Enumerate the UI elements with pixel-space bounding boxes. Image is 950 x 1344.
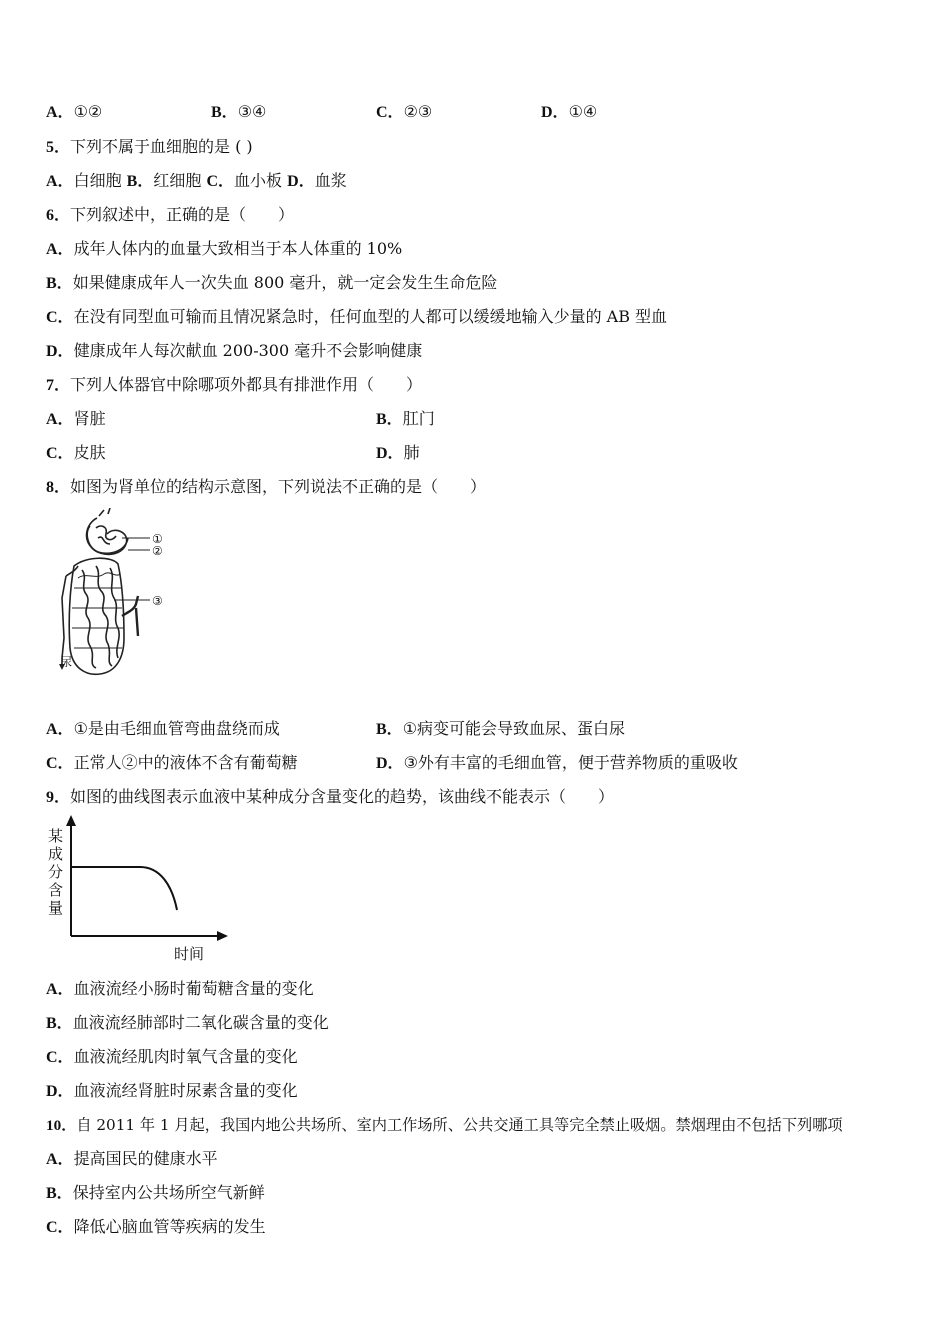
q7-option-d: D．肺	[376, 443, 420, 462]
q4-option-c: C．②③	[376, 102, 433, 121]
q9-option-c: C．血液流经肌肉时氧气含量的变化	[46, 1047, 298, 1066]
q6-option-b: B．如果健康成年人一次失血 800 毫升，就一定会发生生命危险	[46, 273, 498, 292]
label-3: ③	[152, 594, 163, 608]
q8-option-d: D．③外有丰富的毛细血管，便于营养物质的重吸收	[376, 753, 738, 772]
x-axis-label: 时间	[174, 945, 205, 963]
y-label-char-1: 某	[48, 827, 64, 845]
x-axis-arrow	[217, 931, 228, 941]
q6-option-c: C．在没有同型血可输而且情况紧急时，任何血型的人都可以缓缓地输入少量的 AB 型血	[46, 307, 668, 326]
label-urine: 尿	[60, 655, 73, 669]
q6-option-a: A．成年人体内的血量大致相当于本人体重的 10%	[46, 239, 403, 258]
q5-options: A．白细胞 B．红细胞 C．血小板 D．血浆	[46, 171, 347, 190]
q7-option-b: B．肛门	[376, 409, 435, 428]
q4-option-a: A．①②	[46, 102, 103, 121]
collecting-duct	[62, 576, 66, 658]
q10-stem: 10．自 2011 年 1 月起，我国内地公共场所、室内工作场所、公共交通工具等完全禁止吸烟。禁烟理由不包括下列哪项	[46, 1116, 843, 1134]
y-label-char-4: 含	[48, 881, 64, 899]
vessel-top	[99, 508, 110, 516]
tubule-loop-1	[82, 570, 96, 668]
q6-option-d: D．健康成年人每次献血 200-300 毫升不会影响健康	[46, 341, 423, 360]
q9-option-d: D．血液流经肾脏时尿素含量的变化	[46, 1081, 298, 1100]
content-curve-graph	[40, 815, 240, 965]
y-label-char-3: 分	[48, 863, 64, 881]
q7-stem: 7．下列人体器官中除哪项外都具有排泄作用（ ）	[46, 375, 423, 394]
label-2: ②	[152, 544, 163, 558]
y-label-char-5: 量	[48, 899, 64, 917]
q5-stem: 5．下列不属于血细胞的是 ( )	[46, 137, 253, 156]
nephron-diagram	[52, 508, 182, 683]
q4-option-d: D．①④	[541, 102, 598, 121]
y-axis-arrow	[66, 815, 76, 826]
q9-stem: 9．如图的曲线图表示血液中某种成分含量变化的趋势，该曲线不能表示（ ）	[46, 787, 615, 806]
q6-stem: 6．下列叙述中，正确的是（ ）	[46, 205, 295, 224]
q10-option-b: B．保持室内公共场所空气新鲜	[46, 1183, 265, 1202]
q9-option-b: B．血液流经肺部时二氧化碳含量的变化	[46, 1013, 329, 1032]
q10-option-a: A．提高国民的健康水平	[46, 1149, 218, 1168]
tubule-loop-2	[96, 566, 112, 666]
q8-stem: 8．如图为肾单位的结构示意图，下列说法不正确的是（ ）	[46, 477, 487, 496]
q8-option-b: B．①病变可能会导致血尿、蛋白尿	[376, 719, 626, 738]
q7-option-a: A．肾脏	[46, 409, 106, 428]
glomerulus-coils	[96, 526, 116, 544]
tubule-loop-3	[110, 568, 119, 658]
y-label-char-2: 成	[48, 845, 64, 863]
q8-option-c: C．正常人②中的液体不含有葡萄糖	[46, 753, 298, 772]
q10-option-c: C．降低心脑血管等疾病的发生	[46, 1217, 266, 1236]
q9-option-a: A．血液流经小肠时葡萄糖含量的变化	[46, 979, 314, 998]
q7-option-c: C．皮肤	[46, 443, 106, 462]
trend-curve	[71, 867, 177, 910]
q8-option-a: A．①是由毛细血管弯曲盘绕而成	[46, 719, 280, 738]
q4-option-b: B．③④	[211, 102, 267, 121]
label-1: ①	[152, 532, 163, 546]
